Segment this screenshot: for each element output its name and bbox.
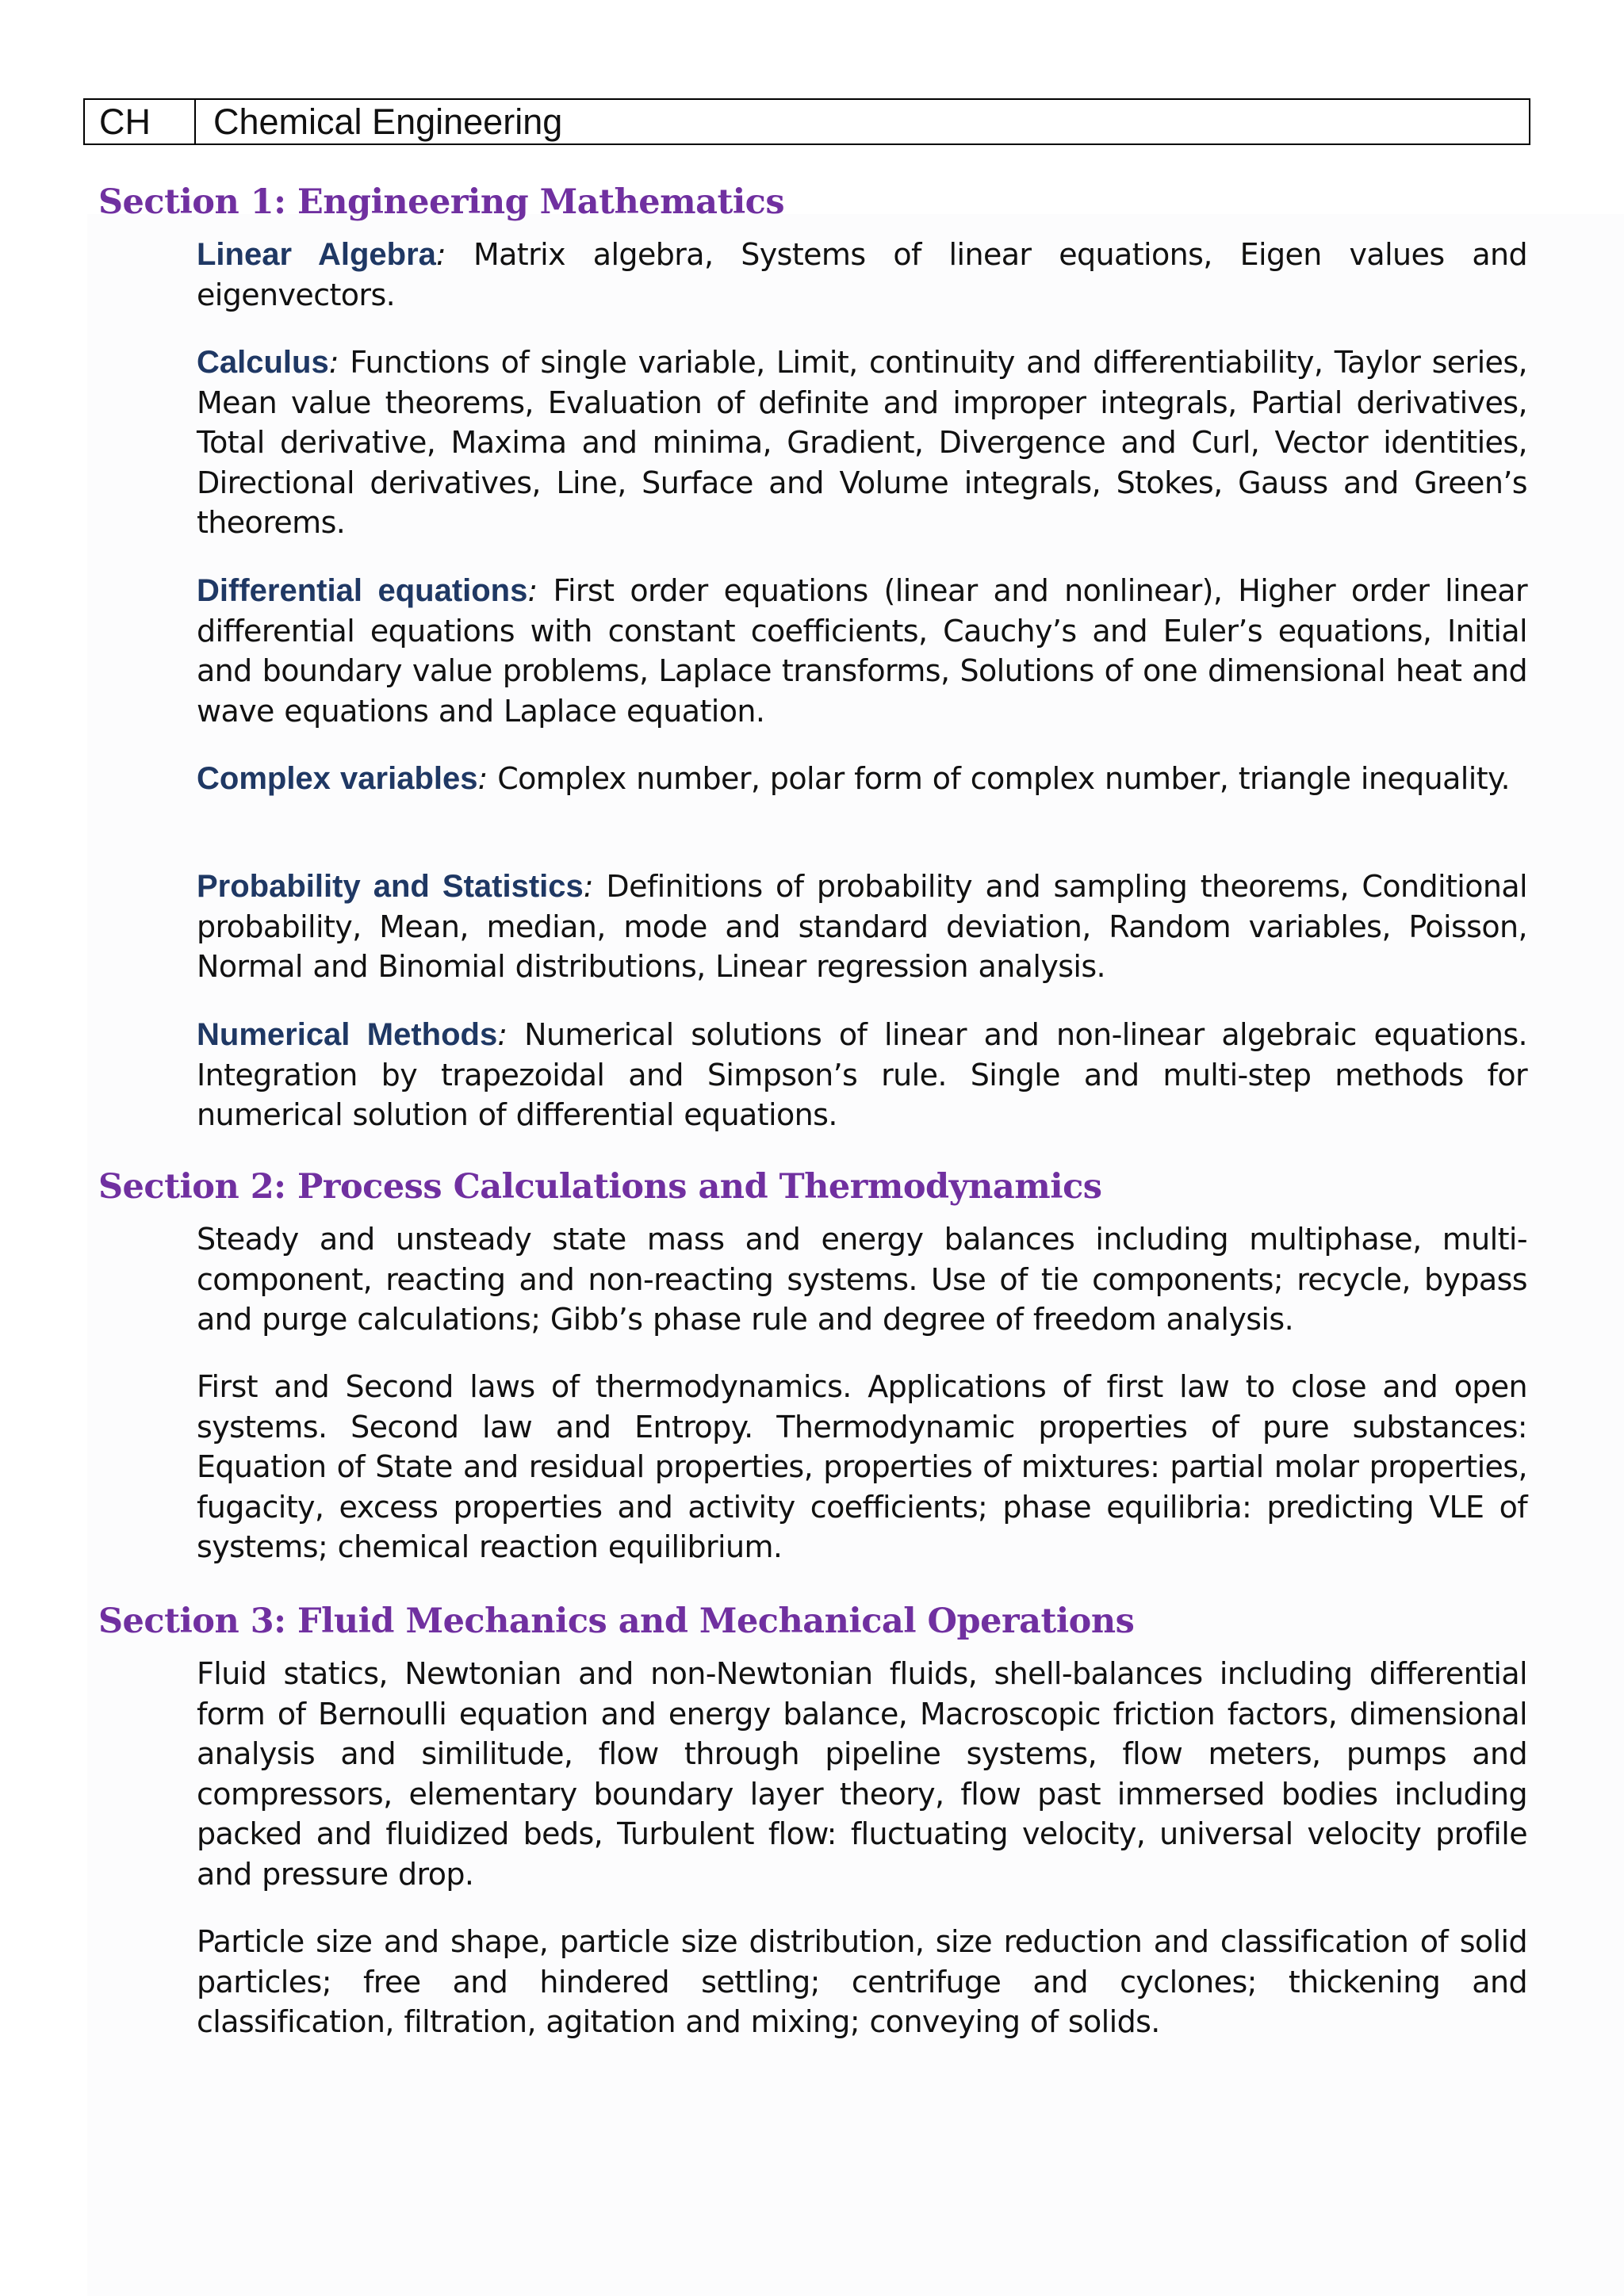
topic-text: Complex number, polar form of complex number, triangle inequality. bbox=[497, 761, 1510, 796]
topic-title: Numerical Methods bbox=[197, 1017, 498, 1052]
topic-probability-statistics: Probability and Statistics: Definitions of probability and sampling theorems, Conditional probability, Mean, median, mode and standard deviation, Random variables, Poisson, Normal and Binomial distributions, Linear regression analysis. bbox=[197, 869, 1527, 984]
subject-header-table bbox=[83, 98, 1530, 145]
section-2-heading: Section 2: Process Calculations and Thermodynamics bbox=[98, 1167, 1102, 1207]
topic-calculus: Calculus: Functions of single variable, Limit, continuity and differentiability, Taylor series, Mean value theorems, Evaluation of definite and improper integrals, Partial derivatives, Total derivative, Maxima and minima, Gradient, Divergence and Curl, Vector identities, Directional derivatives, Line, Surface and Volume integrals, Stokes, Gauss and Green’s theorems. bbox=[197, 345, 1527, 540]
subject-name: Chemical Engineering bbox=[213, 101, 563, 142]
section-2-paragraph-2: First and Second laws of thermodynamics. Applications of first law to close and open systems. Second law and Entropy. Thermodynamic properties of pure substances: Equation of State and residual properties, properties of mixtures: partial molar properties, fugacity, excess properties and activity coefficients; phase equilibria: predicting VLE of systems; chemical reaction equilibrium. bbox=[197, 1369, 1527, 1564]
topic-text: First order equations (linear and nonlinear), Higher order linear differential equations with constant coefficients, Cauchy’s and Euler’s equations, Initial and boundary value problems, Laplace transforms, Solutions of one dimensional heat and wave equations and Laplace equation. bbox=[197, 573, 1528, 729]
topic-text: Functions of single variable, Limit, continuity and differentiability, Taylor series, Mean value theorems, Evaluation of definite and improper integrals, Partial derivatives, Total derivative, Maxima and minima, Gradient, Divergence and Curl, Vector identities, Directional derivatives, Line, Surface and Volume integrals, Stokes, Gauss and Green’s theorems. bbox=[197, 345, 1527, 540]
topic-title: Complex variables bbox=[197, 761, 478, 796]
subject-code: CH bbox=[85, 100, 196, 144]
topic-text: Definitions of probability and sampling theorems, Conditional probability, Mean, median, mode and standard deviation, Random variables, Poisson, Normal and Binomial distributions, Linear regression analysis. bbox=[197, 869, 1527, 984]
section-3-heading: Section 3: Fluid Mechanics and Mechanical Operations bbox=[98, 1601, 1135, 1641]
section-3-paragraph-2: Particle size and shape, particle size distribution, size reduction and classification of solid particles; free and hindered settling; centrifuge and cyclones; thickening and classification, filtration, agitation and mixing; conveying of solids. bbox=[197, 1924, 1527, 2039]
topic-complex-variables: Complex variables: Complex number, polar form of complex number, triangle inequality. bbox=[197, 761, 1510, 796]
topic-text: Matrix algebra, Systems of linear equations, Eigen values and eigenvectors. bbox=[197, 237, 1528, 312]
section-1-heading: Section 1: Engineering Mathematics bbox=[98, 182, 785, 222]
topic-differential-equations: Differential equations: First order equations (linear and nonlinear), Higher order linear differential equations with constant coefficients, Cauchy’s and Euler’s equations, Initial and boundary value problems, Laplace transforms, Solutions of one dimensional heat and wave equations and Laplace equation. bbox=[197, 573, 1528, 729]
topic-title: Probability and Statistics bbox=[197, 869, 584, 904]
topic-text: Numerical solutions of linear and non-linear algebraic equations. Integration by trapezoidal and Simpson’s rule. Single and multi-step methods for numerical solution of differential equations. bbox=[197, 1017, 1527, 1132]
topic-title: Differential equations bbox=[197, 573, 528, 608]
section-2-paragraph-1: Steady and unsteady state mass and energy balances including multiphase, multi-component, reacting and non-reacting systems. Use of tie components; recycle, bypass and purge calculations; Gibb’s phase rule and degree of freedom analysis. bbox=[197, 1222, 1527, 1337]
topic-linear-algebra: Linear Algebra: Matrix algebra, Systems of linear equations, Eigen values and eigenvectors. bbox=[197, 237, 1528, 312]
topic-numerical-methods: Numerical Methods: Numerical solutions of linear and non-linear algebraic equations. Integration by trapezoidal and Simpson’s rule. Single and multi-step methods for numerical solution of differential equations. bbox=[197, 1017, 1527, 1132]
topic-title: Calculus bbox=[197, 345, 329, 380]
section-3-paragraph-1: Fluid statics, Newtonian and non-Newtonian fluids, shell-balances including differential form of Bernoulli equation and energy balance, Macroscopic friction factors, dimensional analysis and similitude, flow through pipeline systems, flow meters, pumps and compressors, elementary boundary layer theory, flow past immersed bodies including packed and fluidized beds, Turbulent flow: fluctuating velocity, universal velocity profile and pressure drop. bbox=[197, 1656, 1527, 1892]
topic-title: Linear Algebra bbox=[197, 237, 436, 272]
